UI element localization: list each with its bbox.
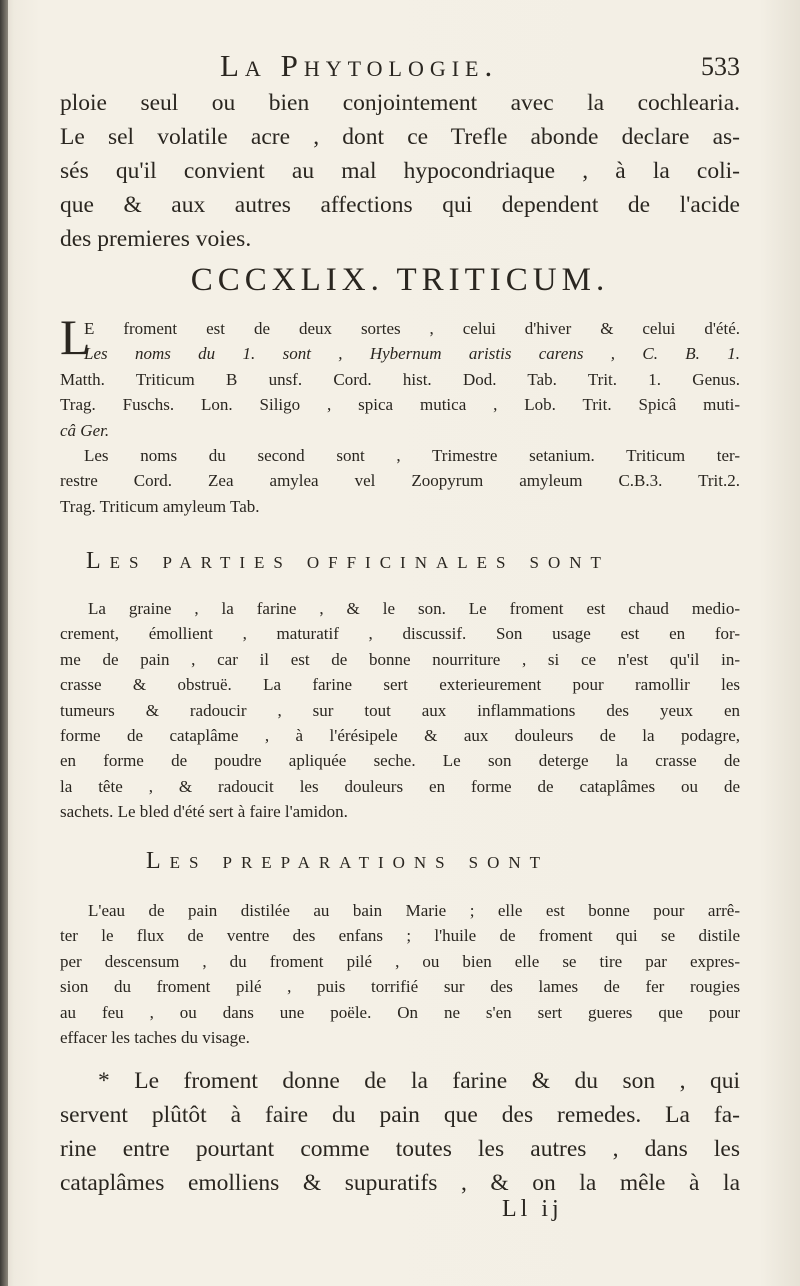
parties-paragraph [60,596,740,825]
text-line: tumeurs & radoucir , sur tout aux inflammations des yeux en [60,700,740,720]
text-line: ter le flux de ventre des enfans ; l'huile de froment qui se distile [60,926,740,946]
parties-heading: Les parties officinales sont [86,548,610,574]
preparations-paragraph [60,898,740,1050]
text-line: restre Cord. Zea amylea vel Zoopyrum amyleum C.B.3. Trit.2. [60,471,740,491]
text-line: E froment est de deux sortes , celui d'hiver & celui d'été. [84,319,740,338]
text-line: Le sel volatile acre , dont ce Trefle abonde declare as- [60,124,740,150]
page-number: 533 [701,52,740,81]
names-paragraph [60,316,740,519]
preparations-heading: Les preparations sont [146,848,550,874]
text-line: * Le froment donne de la farine & du son , qui [98,1068,740,1094]
text-line: en forme de poudre apliquée seche. Le son deterge la crasse de [60,751,740,771]
text-line: des premieres voies. [60,226,252,252]
text-line: Trag. Fuschs. Lon. Siligo , spica mutica , Lob. Trit. Spicâ muti- [60,395,740,415]
text-line: crement, émollient , maturatif , discussif. Son usage est en for- [60,624,740,644]
page-spine-shadow [0,0,8,1286]
text-line: crasse & obstruë. La farine sert exterieurement pour ramollir les [60,675,740,695]
signature-mark: Ll ij [502,1196,563,1222]
text-line: Les noms du 1. sont , Hybernum aristis carens , C. B. 1. [84,344,740,364]
text-line: sion du froment pilé , puis torrifié sur des lames de fer rougies [60,977,740,997]
text-line: Matth. Triticum B unsf. Cord. hist. Dod. Tab. Trit. 1. Genus. [60,369,740,389]
intro-paragraph [60,86,740,256]
text-line: forme de cataplâme , à l'érésipele & aux douleurs de la podagre, [60,725,740,745]
text-line: câ Ger. [60,420,110,440]
running-title: La Phytologie. [220,48,499,83]
text-line: cataplâmes emolliens & supuratifs , & on la mêle à la [60,1170,740,1196]
text-line: L'eau de pain distilée au bain Marie ; elle est bonne pour arrê- [88,901,740,920]
text-line: La graine , la farine , & le son. Le froment est chaud medio- [88,599,740,618]
text-line: Trag. Triticum amyleum Tab. [60,496,260,516]
text-line: la tête , & radoucit les douleurs en forme de cataplâmes ou de [60,776,740,796]
text-line: sachets. Le bled d'été sert à faire l'amidon. [60,802,348,822]
text-line: servent plûtôt à faire du pain que des remedes. La fa- [60,1102,740,1128]
note-paragraph [60,1064,740,1200]
drop-cap: L [60,309,91,365]
section-title: CCCXLIX. TRITICUM. [190,262,610,298]
text-line: sés qu'il convient au mal hypocondriaque , à la coli- [60,158,740,184]
text-line: Les noms du second sont , Trimestre setanium. Triticum ter- [84,445,740,465]
text-line: effacer les taches du visage. [60,1027,250,1047]
text-line: ploie seul ou bien conjointement avec la cochlearia. [60,90,740,116]
text-line: per descensum , du froment pilé , ou bien elle se tire par expres- [60,951,740,971]
text-line: au feu , ou dans une poële. On ne s'en sert gueres que pour [60,1002,740,1022]
text-line: rine entre pourtant comme toutes les autres , dans les [60,1136,740,1162]
text-line: que & aux autres affections qui dependent de l'acide [60,192,740,218]
text-line: me de pain , car il est de bonne nourriture , si ce n'est qu'il in- [60,649,740,669]
